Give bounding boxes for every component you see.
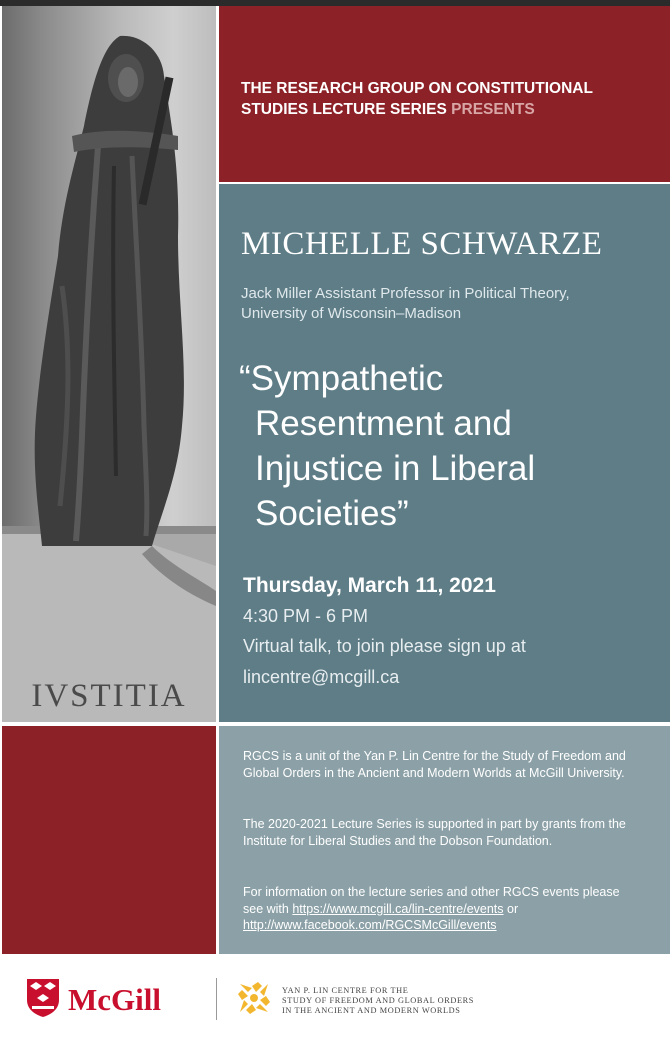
series-line-1: THE RESEARCH GROUP ON CONSTITUTIONAL [241,80,593,97]
about-paragraph-3 [243,884,643,934]
statue-illustration [2,6,216,722]
event-time: 4:30 PM - 6 PM [243,606,369,626]
centre-line-2: STUDY OF FREEDOM AND GLOBAL ORDERS [282,996,474,1005]
talk-title-line: “Sympathetic [239,359,444,398]
justitia-statue-photo [2,6,216,722]
series-title [241,78,661,120]
mcgill-wordmark: McGill [68,982,161,1017]
speaker-affiliation [241,284,661,324]
footer [0,956,670,1038]
facebook-events-link[interactable]: http://www.facebook.com/RGCSMcGill/events [243,918,497,932]
series-line-2: STUDIES LECTURE SERIES [241,101,447,118]
about-paragraph-3-or: or [507,901,519,916]
series-header [219,6,670,182]
centre-line-3: IN THE ANCIENT AND MODERN WORLDS [282,1006,461,1015]
talk-title-line: Societies” [255,494,409,533]
footer-divider [216,978,217,1020]
red-accent-block [2,726,216,954]
lin-centre-name [282,986,522,1016]
talk-title-line: Resentment and [255,404,512,443]
signup-email: lincentre@mcgill.ca [243,667,400,687]
about-paragraph-1: RGCS is a unit of the Yan P. Lin Centre for the Study of Freedom and Global Orders in the Ancient and Modern Worlds at McGill University. [243,749,626,780]
events-link[interactable]: https://www.mcgill.ca/lin-centre/events [292,901,504,916]
speaker-title-line-1: Jack Miller Assistant Professor in Political Theory, [241,285,570,302]
speaker-title-line-2: University of Wisconsin–Madison [241,305,462,322]
centre-line-1: YAN P. LIN CENTRE FOR THE [282,986,409,995]
lin-centre-logo-icon [234,978,274,1018]
talk-title-line: Injustice in Liberal [255,449,536,488]
about-paragraph-2: The 2020-2021 Lecture Series is supported in part by grants from the Institute for Liberal Studies and the Dobson Foundation. [243,817,626,848]
virtual-talk-note: Virtual talk, to join please sign up at [243,636,526,656]
statue-inscription: IVSTITIA [31,678,187,714]
event-date: Thursday, March 11, 2021 [243,574,496,597]
presents-label: PRESENTS [451,101,535,118]
mcgill-crest-icon [26,978,60,1018]
speaker-name: MICHELLE SCHWARZE [241,226,603,262]
about-panel [219,726,670,954]
event-panel [219,184,670,722]
about-paragraph-3-text: For information on the lecture series and other RGCS events please see with [243,885,620,916]
talk-title [239,356,659,536]
